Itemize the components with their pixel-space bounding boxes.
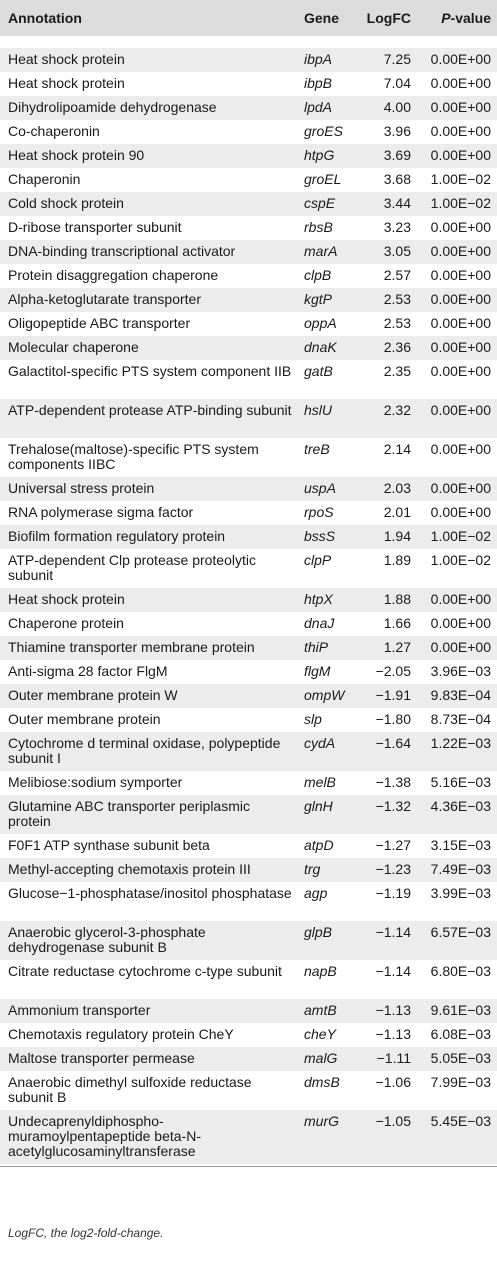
annotation-cell: Cytochrome d terminal oxidase, polypeptide subunit I [8, 735, 281, 766]
annotation-cell: Chemotaxis regulatory protein CheY [8, 1026, 234, 1042]
logfc-cell: −1.32 [375, 798, 411, 814]
annotation-cell: Protein disaggregation chaperone [8, 267, 219, 283]
pvalue-cell: 0.00E+00 [430, 504, 491, 520]
spacer-cell [0, 36, 497, 48]
pvalue-cell: 1.00E−02 [430, 171, 491, 187]
table-row [0, 1110, 497, 1164]
table-row [0, 588, 497, 612]
table-row [0, 399, 497, 438]
logfc-cell: 3.23 [383, 219, 411, 235]
logfc-cell: 2.03 [383, 480, 411, 496]
table-row [0, 771, 497, 795]
pvalue-cell: 0.00E+00 [430, 147, 491, 163]
table-row [0, 921, 497, 960]
pvalue-cell: 0.00E+00 [430, 219, 491, 235]
annotation-cell: Outer membrane protein [8, 711, 161, 727]
logfc-cell: −1.06 [375, 1074, 411, 1090]
annotation-cell: ATP-dependent Clp protease proteolytic subunit [8, 552, 256, 583]
gene-cell: rbsB [304, 219, 333, 235]
gene-cell: napB [304, 963, 337, 979]
pvalue-cell: 0.00E+00 [430, 99, 491, 115]
annotation-cell: Undecaprenyldiphospho-muramoylpentapeptide beta-N-acetylglucosaminyltransferase [8, 1113, 201, 1159]
header-annotation: Annotation [8, 10, 82, 26]
pvalue-cell: 0.00E+00 [430, 291, 491, 307]
gene-cell: melB [304, 774, 336, 790]
annotation-cell: Citrate reductase cytochrome c-type subunit [8, 963, 282, 979]
pvalue-cell: 1.22E−03 [430, 735, 491, 751]
logfc-cell: −1.23 [375, 861, 411, 877]
gene-cell: cydA [304, 735, 336, 751]
gene-cell: trg [304, 861, 321, 877]
table-row [0, 1071, 497, 1110]
logfc-cell: −1.64 [375, 735, 411, 751]
table-bottom-rule [0, 1166, 497, 1167]
table-row [0, 192, 497, 216]
pvalue-cell: 0.00E+00 [430, 51, 491, 67]
pvalue-cell: 3.99E−03 [430, 885, 491, 901]
pvalue-cell: 0.00E+00 [430, 615, 491, 631]
pvalue-cell: 7.99E−03 [430, 1074, 491, 1090]
logfc-cell: 1.88 [383, 591, 411, 607]
logfc-cell: 2.36 [383, 339, 411, 355]
gene-cell: malG [304, 1050, 338, 1066]
gene-cell: gatB [304, 363, 333, 379]
table-row [0, 795, 497, 834]
annotation-cell: Outer membrane protein W [8, 687, 178, 703]
table-row [0, 72, 497, 96]
logfc-cell: 3.69 [383, 147, 411, 163]
annotation-cell: Anaerobic dimethyl sulfoxide reductase subunit B [8, 1074, 252, 1105]
annotation-cell: Chaperone protein [8, 615, 124, 631]
table-row [0, 960, 497, 999]
header-pvalue-p: P [441, 10, 451, 26]
gene-cell: bssS [304, 528, 336, 544]
gene-cell: kgtP [304, 291, 333, 307]
pvalue-cell: 0.00E+00 [430, 363, 491, 379]
pvalue-cell: 9.83E−04 [430, 687, 491, 703]
table-row [0, 477, 497, 501]
annotation-cell: Universal stress protein [8, 480, 155, 496]
pvalue-cell: 7.49E−03 [430, 861, 491, 877]
gene-cell: rpoS [304, 504, 334, 520]
pvalue-cell: 4.36E−03 [430, 798, 491, 814]
pvalue-cell: 0.00E+00 [430, 75, 491, 91]
logfc-cell: −1.38 [375, 774, 411, 790]
table-row [0, 216, 497, 240]
table-row [0, 312, 497, 336]
gene-cell: agp [304, 885, 328, 901]
table-row [0, 732, 497, 771]
annotation-cell: Heat shock protein 90 [8, 147, 145, 163]
pvalue-cell: 0.00E+00 [430, 480, 491, 496]
gene-cell: hslU [304, 402, 333, 418]
table-row [0, 438, 497, 477]
table-row [0, 525, 497, 549]
table-row [0, 660, 497, 684]
annotation-cell: RNA polymerase sigma factor [8, 504, 194, 520]
gene-cell: dnaJ [304, 615, 335, 631]
annotation-cell: Thiamine transporter membrane protein [8, 639, 255, 655]
header-pvalue [417, 0, 497, 36]
pvalue-cell: 8.73E−04 [430, 711, 491, 727]
gene-cell: cheY [304, 1026, 336, 1042]
annotation-cell: Oligopeptide ABC transporter [8, 315, 191, 331]
gene-cell: dmsB [304, 1074, 340, 1090]
logfc-cell: 1.66 [383, 615, 411, 631]
logfc-cell: −1.27 [375, 837, 411, 853]
table-row [0, 612, 497, 636]
gene-cell: clpP [304, 552, 332, 568]
table-body [0, 36, 497, 1164]
annotation-cell: Co-chaperonin [8, 123, 100, 139]
table-row [0, 48, 497, 72]
table-row [0, 288, 497, 312]
pvalue-cell: 0.00E+00 [430, 402, 491, 418]
logfc-cell: 7.25 [383, 51, 411, 67]
gene-cell: thiP [304, 639, 329, 655]
logfc-cell: −1.11 [376, 1050, 411, 1066]
header-row [0, 0, 497, 36]
annotation-cell: Anaerobic glycerol-3-phosphate dehydrogenase subunit B [8, 924, 206, 955]
logfc-cell: 3.05 [383, 243, 411, 259]
table-row [0, 1023, 497, 1047]
annotation-cell: Methyl-accepting chemotaxis protein III [8, 861, 251, 877]
logfc-cell: 2.32 [383, 402, 411, 418]
annotation-cell: Galactitol-specific PTS system component IIB [8, 363, 292, 379]
pvalue-cell: 5.45E−03 [430, 1113, 491, 1129]
logfc-cell: 2.35 [383, 363, 411, 379]
pvalue-cell: 5.05E−03 [430, 1050, 491, 1066]
header-spacer [0, 36, 497, 48]
table-row [0, 708, 497, 732]
logfc-cell: −1.14 [375, 963, 411, 979]
gene-cell: clpB [304, 267, 332, 283]
table-row [0, 834, 497, 858]
pvalue-cell: 6.08E−03 [430, 1026, 491, 1042]
table-header [0, 0, 497, 36]
gene-cell: glpB [304, 924, 333, 940]
logfc-cell: 2.53 [383, 291, 411, 307]
pvalue-cell: 6.57E−03 [430, 924, 491, 940]
pvalue-cell: 0.00E+00 [430, 243, 491, 259]
pvalue-cell: 1.00E−02 [430, 195, 491, 211]
logfc-cell: 3.68 [383, 171, 411, 187]
table-row [0, 360, 497, 399]
table-row [0, 684, 497, 708]
logfc-cell: 4.00 [383, 99, 411, 115]
gene-cell: atpD [304, 837, 334, 853]
annotation-cell: Molecular chaperone [8, 339, 139, 355]
table-row [0, 336, 497, 360]
gene-cell: groES [304, 123, 343, 139]
header-gene: Gene [304, 10, 340, 26]
gene-cell: murG [304, 1113, 339, 1129]
table-row [0, 96, 497, 120]
pvalue-cell: 3.15E−03 [430, 837, 491, 853]
gene-cell: slp [304, 711, 322, 727]
gene-cell: marA [304, 243, 338, 259]
annotation-cell: Heat shock protein [8, 51, 125, 67]
gene-cell: htpX [304, 591, 333, 607]
pvalue-cell: 6.80E−03 [430, 963, 491, 979]
annotation-cell: Biofilm formation regulatory protein [8, 528, 226, 544]
table-row [0, 144, 497, 168]
table-row [0, 549, 497, 588]
annotation-cell: F0F1 ATP synthase subunit beta [8, 837, 210, 853]
pvalue-cell: 1.00E−02 [430, 528, 491, 544]
pvalue-cell: 0.00E+00 [430, 123, 491, 139]
gene-cell: uspA [304, 480, 336, 496]
annotation-cell: Anti-sigma 28 factor FlgM [8, 663, 168, 679]
gene-cell: oppA [304, 315, 337, 331]
table-footnote: LogFC, the log2-fold-change. [8, 1226, 164, 1240]
logfc-cell: −1.19 [375, 885, 411, 901]
gene-cell: lpdA [304, 99, 333, 115]
logfc-cell: −1.91 [375, 687, 411, 703]
table-row [0, 999, 497, 1023]
gene-cell: flgM [304, 663, 331, 679]
header-logfc: LogFC [366, 10, 411, 26]
annotation-cell: Dihydrolipoamide dehydrogenase [8, 99, 217, 115]
annotation-cell: Maltose transporter permease [8, 1050, 195, 1066]
gene-cell: groEL [304, 171, 342, 187]
gene-cell: glnH [304, 798, 333, 814]
gene-cell: cspE [304, 195, 336, 211]
logfc-cell: 2.01 [383, 504, 411, 520]
table-row [0, 240, 497, 264]
header-pvalue-suffix: -value [450, 10, 491, 26]
logfc-cell: −1.05 [375, 1113, 411, 1129]
gene-cell: dnaK [304, 339, 337, 355]
annotation-cell: Alpha-ketoglutarate transporter [8, 291, 201, 307]
table-row [0, 264, 497, 288]
gene-cell: ompW [304, 687, 345, 703]
gene-cell: amtB [304, 1002, 337, 1018]
table-row [0, 882, 497, 921]
logfc-cell: −2.05 [375, 663, 411, 679]
logfc-cell: −1.13 [375, 1026, 411, 1042]
pvalue-cell: 1.00E−02 [430, 552, 491, 568]
annotation-cell: Heat shock protein [8, 591, 125, 607]
table-row [0, 168, 497, 192]
logfc-cell: 1.27 [383, 639, 411, 655]
annotation-cell: Ammonium transporter [8, 1002, 151, 1018]
logfc-cell: 2.57 [383, 267, 411, 283]
pvalue-cell: 9.61E−03 [430, 1002, 491, 1018]
pvalue-cell: 5.16E−03 [430, 774, 491, 790]
pvalue-cell: 0.00E+00 [430, 441, 491, 457]
logfc-cell: 7.04 [383, 75, 411, 91]
logfc-cell: 3.96 [383, 123, 411, 139]
annotation-cell: Glutamine ABC transporter periplasmic protein [8, 798, 250, 829]
pvalue-cell: 0.00E+00 [430, 591, 491, 607]
gene-cell: treB [304, 441, 330, 457]
annotation-cell: Trehalose(maltose)-specific PTS system components IIBC [8, 441, 259, 472]
annotation-cell: D-ribose transporter subunit [8, 219, 182, 235]
pvalue-cell: 0.00E+00 [430, 315, 491, 331]
table-row [0, 120, 497, 144]
annotation-cell: Heat shock protein [8, 75, 125, 91]
logfc-cell: 2.14 [383, 441, 411, 457]
pvalue-cell: 3.96E−03 [430, 663, 491, 679]
logfc-cell: 1.89 [383, 552, 411, 568]
pvalue-cell: 0.00E+00 [430, 639, 491, 655]
logfc-cell: −1.13 [375, 1002, 411, 1018]
gene-cell: ibpB [304, 75, 333, 91]
pvalue-cell: 0.00E+00 [430, 339, 491, 355]
logfc-cell: −1.80 [375, 711, 411, 727]
annotation-cell: DNA-binding transcriptional activator [8, 243, 236, 259]
logfc-cell: 3.44 [383, 195, 411, 211]
gene-cell: htpG [304, 147, 335, 163]
logfc-cell: −1.14 [375, 924, 411, 940]
logfc-cell: 2.53 [383, 315, 411, 331]
annotation-cell: Melibiose:sodium symporter [8, 774, 183, 790]
logfc-cell: 1.94 [383, 528, 411, 544]
annotation-cell: ATP-dependent protease ATP-binding subunit [8, 402, 292, 418]
table-row [0, 501, 497, 525]
table-row [0, 858, 497, 882]
table-row [0, 636, 497, 660]
pvalue-cell: 0.00E+00 [430, 267, 491, 283]
annotation-cell: Chaperonin [8, 171, 81, 187]
table-row [0, 1047, 497, 1071]
annotation-cell: Cold shock protein [8, 195, 124, 211]
annotation-cell: Glucose−1-phosphatase/inositol phosphatase [8, 885, 292, 901]
gene-cell: ibpA [304, 51, 333, 67]
